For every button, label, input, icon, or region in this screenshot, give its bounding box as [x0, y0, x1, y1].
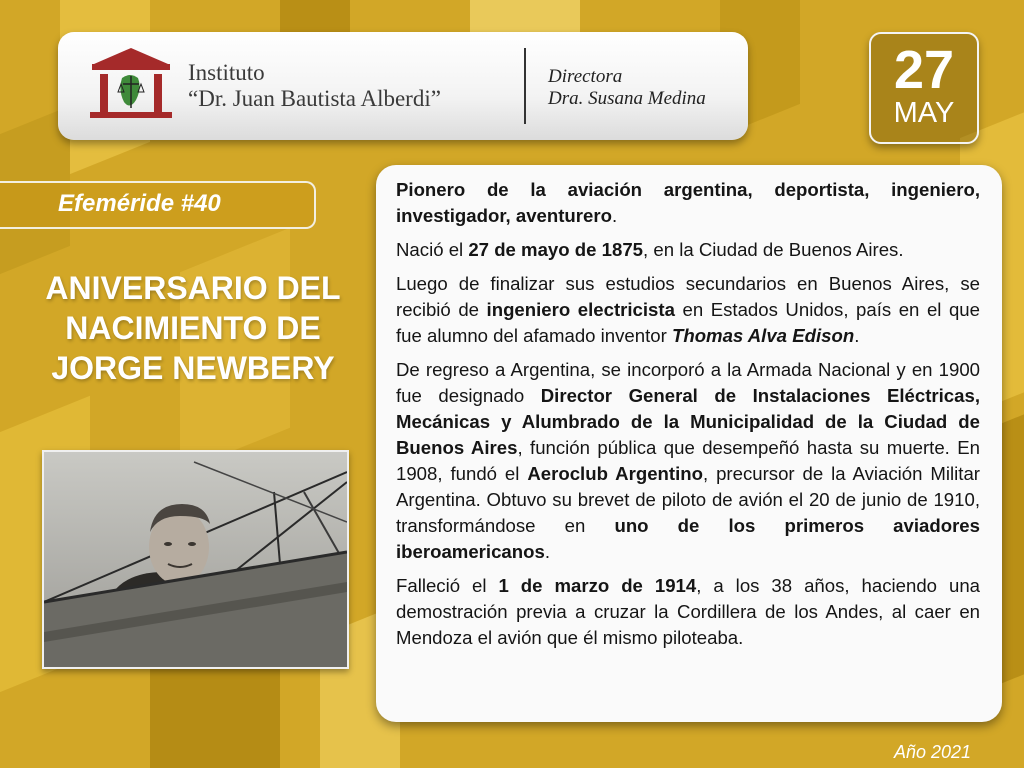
bio-paragraph-4: De regreso a Argentina, se incorporó a la Armada Nacional y en 1900 fue designado Director General de Instalaciones Eléctricas, Mecánicas y Alumbrado de la Municipalidad de la Ciudad de Buenos Aires, función pública que desempeñó hasta su muerte. En 1908, fundó el Aeroclub Argentino, precursor de la Aviación Militar Argentina. Obtuvo su brevet de piloto de avión el 20 de junio de 1910, transformándose en uno de los primeros aviadores iberoamericanos. — [396, 359, 980, 562]
biography-panel — [376, 165, 1002, 722]
title-line-2: NACIMIENTO DE — [65, 310, 321, 346]
bio-paragraph-2: Nació el 27 de mayo de 1875, en la Ciudad de Buenos Aires. — [396, 239, 904, 260]
header-divider — [524, 48, 526, 124]
date-badge — [869, 32, 979, 144]
title-line-1: ANIVERSARIO DEL — [45, 270, 341, 306]
director-name: Dra. Susana Medina — [548, 88, 706, 109]
date-month: MAY — [893, 97, 955, 129]
date-day: 27 — [893, 40, 955, 100]
bio-paragraph-3: Luego de finalizar sus estudios secundarios en Buenos Aires, se recibió de ingeniero electricista en Estados Unidos, país en el que fue alumno del afamado inventor Thomas Alva Edison. — [396, 273, 980, 346]
portrait-photo-aviator — [42, 450, 349, 669]
efemeride-tag — [0, 181, 316, 229]
footer-year: Año 2021 — [894, 742, 972, 762]
director-role: Directora — [548, 66, 623, 87]
title-line-3: JORGE NEWBERY — [51, 350, 335, 386]
institute-building-logo — [88, 44, 174, 124]
bio-paragraph-5: Falleció el 1 de marzo de 1914, a los 38 años, haciendo una demostración previa a cruzar la Cordillera de los Andes, al caer en Mendoza el avión que él mismo piloteaba. — [396, 575, 980, 648]
institute-name-line2: “Dr. Juan Bautista Alberdi” — [188, 86, 441, 111]
header-banner — [58, 32, 748, 140]
institute-name-line1: Instituto — [188, 60, 265, 85]
page-title — [18, 268, 368, 388]
efemeride-label: Efeméride #40 — [58, 190, 221, 217]
bio-paragraph-1: Pionero de la aviación argentina, deportista, ingeniero, investigador, aventurero. — [396, 179, 980, 226]
